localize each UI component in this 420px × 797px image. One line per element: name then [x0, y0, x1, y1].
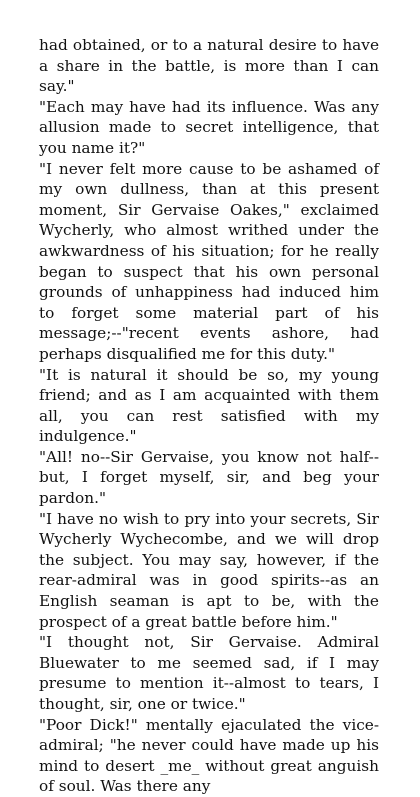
paragraph: "It is natural it should be so, my young friend; and as I am acquainted with them all, you can rest satisfied with my indulgence." [39, 365, 379, 446]
paragraph: "I never felt more cause to be ashamed of my own dullness, than at this present moment, Sir Gervaise Oakes," exclaimed Wycherly, who almost writhed under the awkwardness of his situation; for he really began to suspect that his own personal grounds of unhappiness had induced him to forget some material part of his message;--"recent events ashore, had perhaps disqualified me for this duty." [39, 159, 379, 363]
paragraph: "Poor Dick!" mentally ejaculated the vice-admiral; "he never could have made up his mind to desert _me_ without great anguish of soul. Was there any [39, 715, 379, 796]
paragraph: "I thought not, Sir Gervaise. Admiral Bluewater to me seemed sad, if I may presume to mention it--almost to tears, I thought, sir, one or twice." [39, 633, 379, 713]
paragraph: "Each may have had its influence. Was any allusion made to secret intelligence, that you name it?" [39, 97, 379, 157]
page-text [39, 35, 379, 797]
paragraph: "I have no wish to pry into your secrets, Sir Wycherly Wychecombe, and we will drop the subject. You may say, however, if the rear-admiral was in good spirits--as an English seaman is apt to be, with the prospect of a great battle before him." [39, 509, 379, 631]
paragraph: "All! no--Sir Gervaise, you know not half--but, I forget myself, sir, and beg your pardon." [39, 447, 379, 508]
paragraph: had obtained, or to a natural desire to have a share in the battle, is more than I can say." [39, 36, 379, 96]
